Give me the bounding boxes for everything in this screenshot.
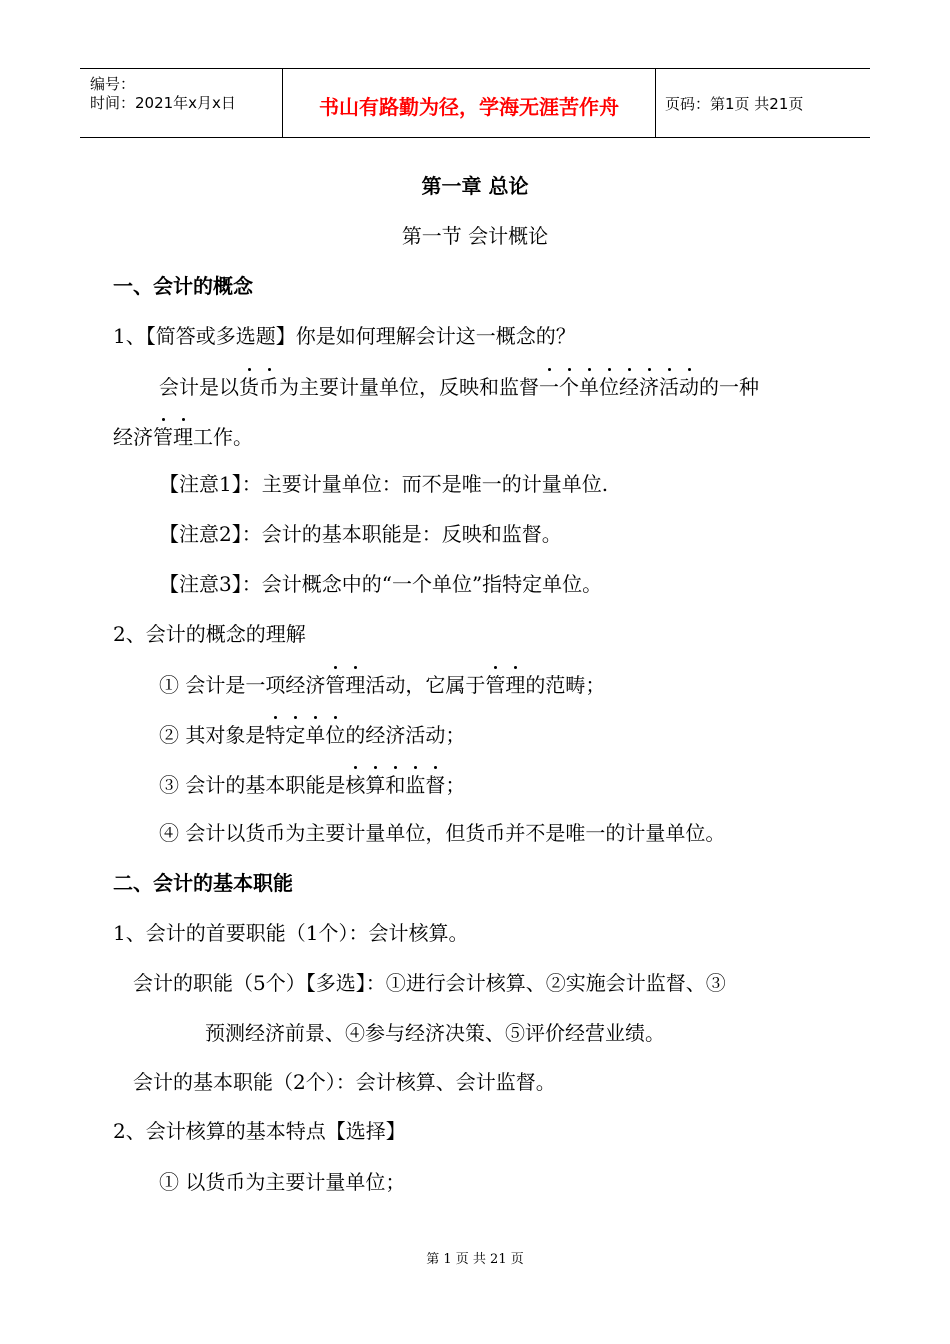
heading-concept: 一、会计的概念	[113, 274, 253, 298]
text-run: 活动，它属于	[365, 673, 486, 697]
emphasis-char: 管	[153, 425, 173, 449]
text-run: 工作。	[193, 425, 253, 449]
emphasis-char: 币	[259, 375, 279, 399]
emphasis-char: 经	[619, 375, 639, 399]
emphasis-char: 理	[505, 673, 526, 697]
dotted-run	[539, 375, 699, 399]
five-functions-line-1: 会计的职能（5个）【多选】：①进行会计核算、②实施会计监督、③	[133, 971, 726, 995]
text-run: ① 会计是一项经济	[159, 673, 326, 697]
primary-function: 1、会计的首要职能（1个）：会计核算。	[113, 921, 469, 945]
text-run: 会计是以	[159, 375, 239, 399]
motto: 书山有路勤为径，学海无涯苦作舟	[319, 95, 619, 119]
emphasis-char: 个	[559, 375, 579, 399]
accounting-features-heading: 2、会计核算的基本特点【选择】	[113, 1119, 406, 1143]
text-run: ③ 会计的基本职能是	[159, 773, 346, 797]
note-2: 【注意2】：会计的基本职能是：反映和监督。	[159, 522, 562, 546]
emphasis-char: 一	[539, 375, 559, 399]
heading-basic-functions: 二、会计的基本职能	[113, 871, 293, 895]
chapter-title: 第一章 总论	[421, 174, 529, 198]
text-run: 的经济活动；	[345, 723, 466, 747]
subheading-understanding: 2、会计的概念的理解	[113, 622, 306, 646]
emphasis-char: 动	[679, 375, 699, 399]
emphasis-char: 位	[599, 375, 619, 399]
emphasis-char: 特	[265, 723, 286, 747]
understanding-item-2	[159, 722, 465, 748]
emphasis-char: 定	[285, 723, 306, 747]
emphasis-char: 管	[325, 673, 346, 697]
note-1: 【注意1】：主要计量单位：而不是唯一的计量单位.	[159, 472, 609, 496]
definition-line-1	[159, 374, 759, 400]
header-motto-cell	[282, 69, 656, 137]
text-run: 的一种	[699, 375, 759, 399]
five-functions-line-2: 预测经济前景、④参与经济决策、⑤评价经营业绩。	[205, 1021, 665, 1045]
section-title: 第一节 会计概论	[401, 224, 549, 248]
time-label: 时间：2021年x月x日	[90, 94, 236, 112]
text-run: 为主要计量单位，反映和监督	[279, 375, 539, 399]
emphasis-char: 督	[425, 773, 446, 797]
feature-item-1: ① 以货币为主要计量单位；	[159, 1170, 406, 1194]
two-basic-functions: 会计的基本职能（2个）：会计核算、会计监督。	[133, 1070, 556, 1094]
text-run: 经济	[113, 425, 153, 449]
dotted-run	[239, 375, 279, 399]
text-run: 的范畴；	[525, 673, 606, 697]
emphasis-char: 位	[325, 723, 346, 747]
definition-line-2	[113, 424, 253, 450]
understanding-item-1	[159, 672, 605, 698]
understanding-item-4: ④ 会计以货币为主要计量单位，但货币并不是唯一的计量单位。	[159, 821, 726, 845]
understanding-item-3	[159, 772, 465, 798]
text-run: ② 其对象是	[159, 723, 266, 747]
emphasis-char: 单	[305, 723, 326, 747]
question-1: 1、【简答或多选题】你是如何理解会计这一概念的？	[113, 324, 576, 348]
emphasis-char: 理	[345, 673, 366, 697]
emphasis-char: 济	[639, 375, 659, 399]
emphasis-char: 活	[659, 375, 679, 399]
emphasis-char: 核	[345, 773, 366, 797]
header-page-cell	[655, 69, 870, 137]
emphasis-char: 货	[239, 375, 259, 399]
emphasis-char: 和	[385, 773, 406, 797]
emphasis-char: 管	[485, 673, 506, 697]
text-run: ；	[445, 773, 466, 797]
number-label: 编号：	[90, 75, 136, 93]
emphasis-char: 算	[365, 773, 386, 797]
page-info: 页码：第1页 共21页	[665, 95, 804, 113]
note-3: 【注意3】：会计概念中的“一个单位”指特定单位。	[159, 572, 603, 596]
emphasis-char: 理	[173, 425, 193, 449]
emphasis-char: 单	[579, 375, 599, 399]
document-header	[80, 68, 870, 138]
header-meta-cell	[80, 69, 282, 137]
page-footer: 第 1 页 共 21 页	[426, 1252, 524, 1267]
emphasis-char: 监	[405, 773, 426, 797]
